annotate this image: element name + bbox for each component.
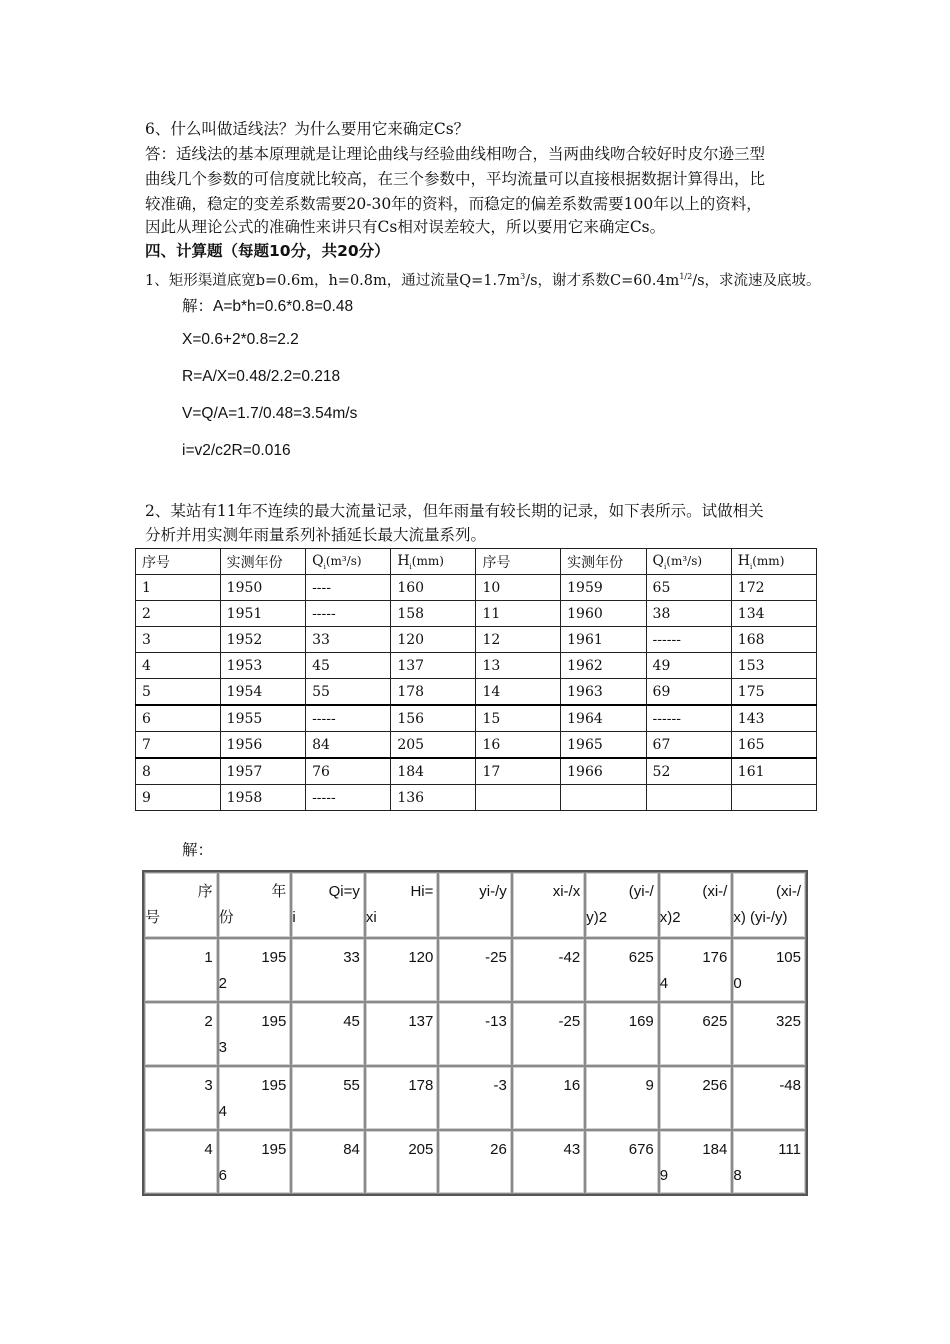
solution-header-cell — [144, 872, 218, 938]
cell-text: (xi-/ — [776, 883, 801, 900]
solution-cell — [438, 938, 511, 1002]
cell-text: 205 — [408, 1141, 434, 1158]
cell-text: 195 — [261, 1077, 287, 1094]
cell-text: 年 — [271, 883, 287, 900]
solution-cell — [585, 938, 659, 1002]
solution-cell — [659, 1002, 733, 1066]
cell-text: 169 — [628, 1013, 654, 1030]
cell-text: 111 — [778, 1141, 801, 1158]
cell-text: yi-/y — [479, 883, 507, 900]
table-cell — [731, 785, 816, 811]
cell-text: 120 — [408, 949, 434, 966]
solution-cell — [291, 1066, 365, 1130]
table-cell: 1952 — [220, 627, 305, 653]
solution-header-row — [144, 872, 806, 938]
solution-cell — [291, 1130, 365, 1194]
solution-cell — [585, 1002, 659, 1066]
table-cell: 8 — [136, 758, 221, 785]
table-cell: 1953 — [220, 653, 305, 679]
table-row — [136, 758, 817, 785]
header-cell: 实测年份 — [561, 549, 646, 575]
subscript: i — [750, 562, 753, 571]
cell-text: 195 — [261, 1013, 287, 1030]
table-cell: 16 — [476, 732, 561, 759]
table-cell: ----- — [306, 705, 391, 732]
problem-1-text-a: 1、矩形渠道底宽b=0.6m，h=0.8m，通过流量Q=1.7m — [145, 272, 521, 289]
table-cell: ----- — [306, 601, 391, 627]
cell-text-wrap: 6 — [218, 1167, 228, 1184]
table-cell: 1962 — [561, 653, 646, 679]
table-cell: ------ — [646, 705, 731, 732]
cell-text: 137 — [408, 1013, 434, 1030]
table-cell: 17 — [476, 758, 561, 785]
table-cell: 15 — [476, 705, 561, 732]
problem-1-text-c: /s，求流速及底坡。 — [692, 272, 821, 289]
solution-cell — [512, 1130, 585, 1194]
step-slope: i=v2/c2R=0.016 — [182, 442, 291, 459]
header-h-unit: (mm) — [752, 553, 785, 568]
solution-cell — [365, 1130, 439, 1194]
table-cell: 84 — [306, 732, 391, 759]
cell-text: (xi-/ — [702, 883, 728, 900]
table-cell: 1959 — [561, 575, 646, 601]
problem-1-text-b: /s，谢才系数C=60.4m — [525, 272, 680, 289]
cell-text: 184 — [702, 1141, 728, 1158]
table-cell: 205 — [391, 732, 476, 759]
solution-cell — [659, 1130, 733, 1194]
header-cell — [306, 549, 391, 575]
table-cell: 1963 — [561, 679, 646, 706]
table-cell: 55 — [306, 679, 391, 706]
table-cell: 13 — [476, 653, 561, 679]
cell-text-wrap: 3 — [218, 1039, 228, 1056]
table-cell: 1 — [136, 575, 221, 601]
solution-row — [144, 938, 806, 1002]
cell-text: 178 — [408, 1077, 434, 1094]
table-cell: 14 — [476, 679, 561, 706]
table-cell: 1955 — [220, 705, 305, 732]
cell-text: 序 — [197, 883, 213, 900]
table-cell: 10 — [476, 575, 561, 601]
header-cell: 序号 — [476, 549, 561, 575]
table-cell: 1964 — [561, 705, 646, 732]
header-h: H — [397, 552, 410, 569]
solution-cell — [218, 1066, 292, 1130]
header-cell — [731, 549, 816, 575]
solution-cell — [218, 1002, 292, 1066]
cell-text: xi-/x — [552, 883, 581, 900]
answer-6-line-4: 因此从理论公式的准确性来讲只有Cs相对误差较大，所以要用它来确定Cs。 — [145, 218, 666, 236]
table-cell: 76 — [306, 758, 391, 785]
solution-cell — [291, 1002, 365, 1066]
solution-cell — [512, 938, 585, 1002]
table-row — [136, 653, 817, 679]
solution-cell — [659, 1066, 733, 1130]
solution-header-cell — [438, 872, 511, 938]
table-cell: 33 — [306, 627, 391, 653]
table-cell: 1957 — [220, 758, 305, 785]
header-h-unit: (mm) — [411, 553, 444, 568]
cell-text: -25 — [558, 1013, 581, 1030]
table-cell: 38 — [646, 601, 731, 627]
table-header-row — [136, 549, 817, 575]
cell-text: -13 — [485, 1013, 507, 1030]
table-cell: 178 — [391, 679, 476, 706]
table-cell: 137 — [391, 653, 476, 679]
table-cell: 1958 — [220, 785, 305, 811]
table-cell: 158 — [391, 601, 476, 627]
cell-text: 16 — [563, 1077, 581, 1094]
table-cell: 1965 — [561, 732, 646, 759]
cell-text: 325 — [775, 1013, 801, 1030]
cell-text-wrap: x) (yi-/y) — [733, 909, 788, 926]
solution-cell — [218, 938, 292, 1002]
table-cell: 161 — [731, 758, 816, 785]
table-cell: 4 — [136, 653, 221, 679]
table-cell: 65 — [646, 575, 731, 601]
table-cell: 165 — [731, 732, 816, 759]
solution-cell — [291, 938, 365, 1002]
solution-cell — [438, 1066, 511, 1130]
cell-text-wrap: 4 — [218, 1103, 228, 1120]
solution-cell — [585, 1066, 659, 1130]
cell-text: 256 — [702, 1077, 728, 1094]
cell-text: -42 — [558, 949, 581, 966]
table-cell: 160 — [391, 575, 476, 601]
solution-row — [144, 1066, 806, 1130]
cell-text: -48 — [779, 1077, 801, 1094]
solution-cell — [144, 1130, 218, 1194]
solution-cell — [732, 938, 806, 1002]
table-cell: ----- — [306, 785, 391, 811]
header-q: Q — [312, 552, 324, 569]
solution-cell — [732, 1002, 806, 1066]
table-row — [136, 627, 817, 653]
table-cell: 156 — [391, 705, 476, 732]
solution-cell — [438, 1002, 511, 1066]
table-cell: 1954 — [220, 679, 305, 706]
table-cell: 172 — [731, 575, 816, 601]
solution-header-cell — [218, 872, 292, 938]
cell-text: Qi=y — [328, 883, 360, 900]
solution-cell — [732, 1066, 806, 1130]
table-cell: 67 — [646, 732, 731, 759]
table-cell: 52 — [646, 758, 731, 785]
table-cell: 1956 — [220, 732, 305, 759]
problem-1-question — [145, 265, 821, 293]
step-wetted-perimeter: X=0.6+2*0.8=2.2 — [182, 331, 299, 348]
table-cell: ---- — [306, 575, 391, 601]
cell-text: 55 — [343, 1077, 360, 1094]
cell-text-wrap: 份 — [218, 909, 234, 926]
solution-cell — [585, 1130, 659, 1194]
solution-cell — [144, 1066, 218, 1130]
step-hydraulic-radius: R=A/X=0.48/2.2=0.218 — [182, 368, 341, 385]
cell-text: 9 — [645, 1077, 654, 1094]
cell-text-wrap: 4 — [659, 975, 669, 992]
table-cell: 9 — [136, 785, 221, 811]
header-cell: 序号 — [136, 549, 221, 575]
table-row — [136, 785, 817, 811]
cell-text-wrap: 号 — [145, 909, 161, 926]
table-cell: ------ — [646, 627, 731, 653]
cell-text: 43 — [563, 1141, 581, 1158]
section-title: 四、计算题（每题10分，共20分） — [145, 242, 390, 260]
table-cell: 1966 — [561, 758, 646, 785]
header-cell — [391, 549, 476, 575]
table-cell: 1950 — [220, 575, 305, 601]
cell-text: 195 — [261, 1141, 287, 1158]
cell-text: 4 — [204, 1141, 213, 1158]
table-cell: 3 — [136, 627, 221, 653]
cell-text: 84 — [343, 1141, 360, 1158]
cell-text: -3 — [493, 1077, 507, 1094]
cell-text: 176 — [702, 949, 728, 966]
cell-text: (yi-/ — [628, 883, 654, 900]
table-cell: 1951 — [220, 601, 305, 627]
cell-text-wrap: i — [292, 909, 296, 926]
table-row — [136, 705, 817, 732]
solution-header-cell — [585, 872, 659, 938]
cell-text: 45 — [343, 1013, 360, 1030]
header-cell — [646, 549, 731, 575]
correlation-solution-table — [142, 870, 808, 1196]
table-cell — [561, 785, 646, 811]
solution-header-cell — [291, 872, 365, 938]
answer-6-line-3: 较准确，稳定的变差系数需要20-30年的资料，而稳定的偏差系数需要100年以上的资料， — [145, 195, 762, 213]
solution-header-cell — [365, 872, 439, 938]
table-cell: 184 — [391, 758, 476, 785]
cell-text: 625 — [702, 1013, 728, 1030]
solution-cell — [365, 938, 439, 1002]
table-cell: 7 — [136, 732, 221, 759]
table-row — [136, 601, 817, 627]
cell-text-wrap: x)2 — [659, 909, 681, 926]
solution-cell — [144, 1002, 218, 1066]
table-cell — [646, 785, 731, 811]
cell-text-wrap: 9 — [659, 1167, 669, 1184]
subscript: i — [409, 562, 412, 571]
cell-text: 2 — [204, 1013, 213, 1030]
table-cell: 153 — [731, 653, 816, 679]
cell-text: 625 — [628, 949, 654, 966]
solution-cell — [512, 1066, 585, 1130]
cell-text: -25 — [485, 949, 507, 966]
table-cell: 45 — [306, 653, 391, 679]
table-cell: 69 — [646, 679, 731, 706]
solution-cell — [365, 1002, 439, 1066]
subscript: i — [664, 562, 667, 571]
cell-text: 26 — [490, 1141, 507, 1158]
table-cell: 143 — [731, 705, 816, 732]
cell-text-wrap: 2 — [218, 975, 228, 992]
solution-header-cell — [732, 872, 806, 938]
header-h: H — [737, 552, 750, 569]
problem-2-question-line-2: 分析并用实测年雨量系列补插延长最大流量系列。 — [145, 526, 487, 544]
cell-text: 1 — [204, 949, 213, 966]
solution-cell — [365, 1066, 439, 1130]
solution-cell — [512, 1002, 585, 1066]
unit-superscript: 3 — [520, 272, 526, 281]
header-cell: 实测年份 — [220, 549, 305, 575]
problem-2-question-line-1: 2、某站有11年不连续的最大流量记录，但年雨量有较长期的记录，如下表所示。试做相关 — [145, 502, 764, 520]
table-cell: 11 — [476, 601, 561, 627]
solution-cell — [144, 938, 218, 1002]
solution-cell — [732, 1130, 806, 1194]
cell-text-wrap: 8 — [733, 1167, 742, 1184]
solution-row — [144, 1002, 806, 1066]
table-row — [136, 732, 817, 759]
table-cell: 168 — [731, 627, 816, 653]
table-cell: 134 — [731, 601, 816, 627]
header-q-unit: (m³/s) — [325, 553, 362, 568]
cell-text: 33 — [343, 949, 360, 966]
solution-row — [144, 1130, 806, 1194]
table-row — [136, 679, 817, 706]
cell-text-wrap: 0 — [733, 975, 742, 992]
cell-text-wrap: xi — [365, 909, 377, 926]
cell-text-wrap: y)2 — [586, 909, 608, 926]
cell-text: 676 — [628, 1141, 654, 1158]
step-area: 解：A=b*h=0.6*0.8=0.48 — [182, 298, 354, 315]
subscript: i — [323, 562, 326, 571]
solution-header-cell — [659, 872, 733, 938]
table-cell — [476, 785, 561, 811]
table-cell: 49 — [646, 653, 731, 679]
cell-text: 3 — [204, 1077, 213, 1094]
solution-header-cell — [512, 872, 585, 938]
question-6: 6、什么叫做适线法？为什么要用它来确定Cs？ — [145, 120, 470, 138]
cell-text: 195 — [261, 949, 287, 966]
solution-cell — [659, 938, 733, 1002]
table-cell: 6 — [136, 705, 221, 732]
header-q-unit: (m³/s) — [666, 553, 703, 568]
header-q: Q — [652, 552, 665, 569]
unit-superscript: 1/2 — [679, 272, 693, 281]
cell-text: 105 — [775, 949, 801, 966]
cell-text: Hi= — [410, 883, 434, 900]
table-cell: 1960 — [561, 601, 646, 627]
table-cell: 136 — [391, 785, 476, 811]
solution-label: 解： — [182, 841, 214, 859]
table-cell: 120 — [391, 627, 476, 653]
table-cell: 1961 — [561, 627, 646, 653]
table-cell: 2 — [136, 601, 221, 627]
solution-cell — [438, 1130, 511, 1194]
flow-rainfall-table — [135, 548, 817, 811]
step-velocity: V=Q/A=1.7/0.48=3.54m/s — [182, 405, 358, 422]
answer-6-line-1: 答：适线法的基本原理就是让理论曲线与经验曲线相吻合，当两曲线吻合较好时皮尔逊三型 — [145, 145, 766, 163]
solution-cell — [218, 1130, 292, 1194]
answer-6-line-2: 曲线几个参数的可信度就比较高，在三个参数中，平均流量可以直接根据数据计算得出，比 — [145, 170, 766, 188]
table-cell: 5 — [136, 679, 221, 706]
table-cell: 12 — [476, 627, 561, 653]
table-row — [136, 575, 817, 601]
table-cell: 175 — [731, 679, 816, 706]
